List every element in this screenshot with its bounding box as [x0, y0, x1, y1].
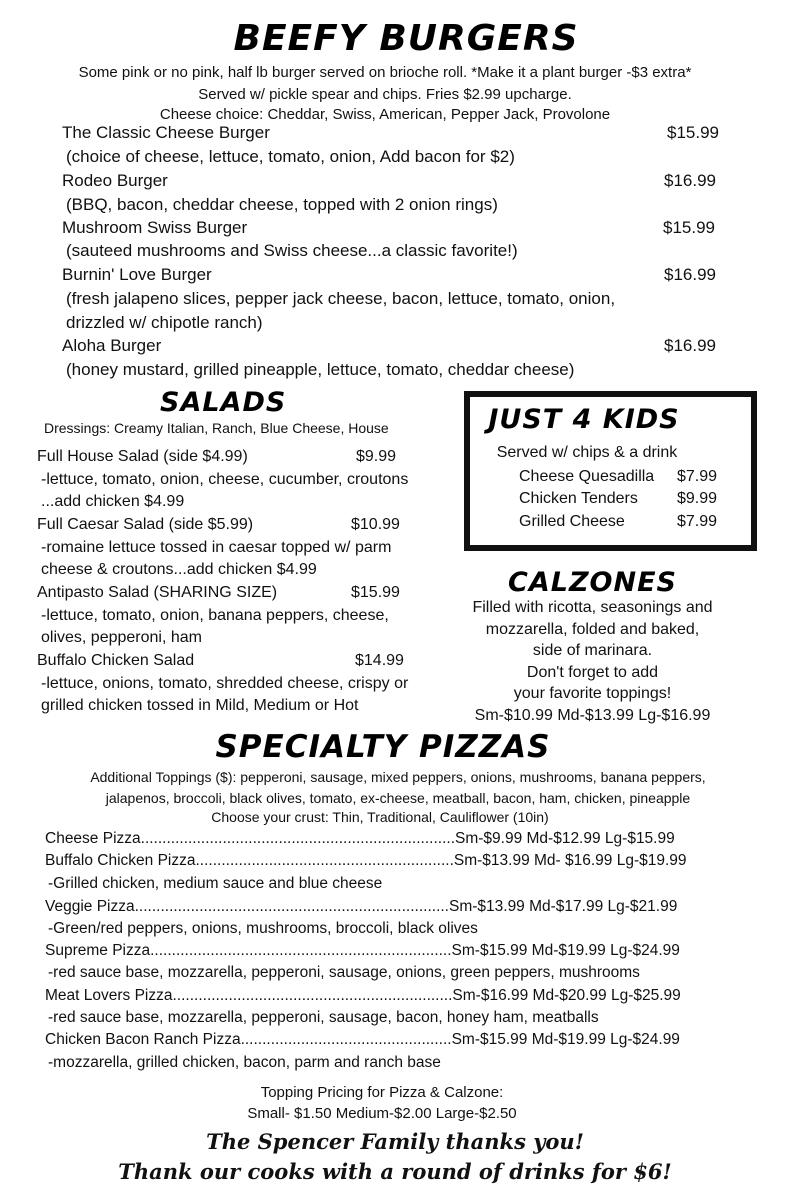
- salad-desc: -lettuce, tomato, onion, cheese, cucumber, croutons: [41, 471, 409, 488]
- pizza-line: Buffalo Chicken Pizza............................................................Sm-$13.99 Md- $16.99 Lg-$19.99: [45, 852, 687, 869]
- salad-price: $14.99: [355, 652, 404, 669]
- pizza-line: Veggie Pizza.........................................................................Sm-$13.99 Md-$17.99 Lg-$21.99: [45, 898, 678, 915]
- kids-item-name: Chicken Tenders: [519, 490, 638, 507]
- salad-price: $9.99: [356, 448, 397, 465]
- calzones-line: side of marinara.: [532, 642, 653, 659]
- burger-desc: (fresh jalapeno slices, pepper jack cheese, bacon, lettuce, tomato, onion,: [66, 289, 616, 308]
- pizzas-crust: Choose your crust: Thin, Traditional, Cauliflower (10in): [211, 809, 549, 825]
- burger-name: Mushroom Swiss Burger: [62, 218, 248, 237]
- burger-desc: (choice of cheese, lettuce, tomato, onion, Add bacon for $2): [66, 147, 515, 166]
- topping-pricing-title: Topping Pricing for Pizza & Calzone:: [260, 1084, 504, 1101]
- pizza-desc: -red sauce base, mozzarella, pepperoni, sausage, bacon, honey ham, meatballs: [48, 1009, 599, 1026]
- kids-title: JUST 4 KIDS: [488, 404, 680, 435]
- salad-name: Full House Salad (side $4.99): [37, 448, 248, 465]
- burger-name: The Classic Cheese Burger: [62, 123, 270, 142]
- pizzas-toppings: Additional Toppings ($): pepperoni, sausage, mixed peppers, onions, mushrooms, banana peppers,: [90, 769, 706, 785]
- burger-price: $15.99: [667, 123, 719, 142]
- salad-desc: olives, pepperoni, ham: [41, 629, 202, 646]
- footer-drinks: Thank our cooks with a round of drinks for $6!: [118, 1159, 672, 1184]
- burger-price: $15.99: [663, 218, 715, 237]
- burger-desc: (sauteed mushrooms and Swiss cheese...a classic favorite!): [66, 241, 518, 260]
- burgers-sides-note: Served w/ pickle spear and chips. Fries $2.99 upcharge.: [198, 86, 572, 103]
- kids-subtitle: Served w/ chips & a drink: [496, 444, 678, 461]
- calzones-line: Filled with ricotta, seasonings and: [472, 599, 713, 616]
- salad-desc: cheese & croutons...add chicken $4.99: [41, 561, 317, 578]
- burger-name: Aloha Burger: [62, 336, 162, 355]
- burger-desc: drizzled w/ chipotle ranch): [66, 313, 263, 332]
- calzones-line: your favorite toppings!: [513, 685, 672, 702]
- salad-desc: -lettuce, onions, tomato, shredded cheese, crispy or: [41, 675, 409, 692]
- pizza-line: Chicken Bacon Ranch Pizza.................................................Sm-$15.99 Md-$19.99 Lg-$24.99: [45, 1031, 680, 1048]
- calzones-line: mozzarella, folded and baked,: [485, 621, 700, 638]
- burger-desc: (BBQ, bacon, cheddar cheese, topped with 2 onion rings): [66, 195, 498, 214]
- pizza-desc: -mozzarella, grilled chicken, bacon, parm and ranch base: [48, 1054, 441, 1071]
- pizza-desc: -Grilled chicken, medium sauce and blue cheese: [48, 875, 383, 892]
- calzones-prices: Sm-$10.99 Md-$13.99 Lg-$16.99: [474, 707, 711, 724]
- salad-price: $10.99: [351, 516, 400, 533]
- salads-title: SALADS: [160, 387, 287, 418]
- salad-desc: grilled chicken tossed in Mild, Medium or Hot: [41, 697, 359, 714]
- burger-name: Rodeo Burger: [62, 171, 168, 190]
- pizza-line: Meat Lovers Pizza.................................................................Sm-$16.99 Md-$20.99 Lg-$25.99: [45, 987, 681, 1004]
- salad-desc: ...add chicken $4.99: [41, 493, 185, 510]
- kids-item-price: $9.99: [677, 490, 718, 507]
- topping-pricing-values: Small- $1.50 Medium-$2.00 Large-$2.50: [247, 1105, 517, 1122]
- calzones-line: Don't forget to add: [526, 664, 659, 681]
- pizza-desc: -Green/red peppers, onions, mushrooms, broccoli, black olives: [48, 920, 478, 937]
- pizzas-title: SPECIALTY PIZZAS: [215, 729, 551, 765]
- salad-desc: -lettuce, tomato, onion, banana peppers, cheese,: [41, 607, 389, 624]
- kids-item-name: Cheese Quesadilla: [519, 468, 655, 485]
- burgers-intro: Some pink or no pink, half lb burger served on brioche roll. *Make it a plant burger -$3 extra*: [78, 64, 692, 81]
- salad-dressings: Dressings: Creamy Italian, Ranch, Blue Cheese, House: [44, 420, 389, 436]
- burgers-cheese-choice: Cheese choice: Cheddar, Swiss, American, Pepper Jack, Provolone: [159, 106, 611, 123]
- burger-price: $16.99: [664, 171, 716, 190]
- kids-item-price: $7.99: [677, 468, 718, 485]
- pizzas-toppings: jalapenos, broccoli, black olives, tomato, ex-cheese, meatball, bacon, ham, chicken, pineapple: [105, 790, 691, 806]
- burger-price: $16.99: [664, 336, 716, 355]
- salad-name: Full Caesar Salad (side $5.99): [37, 516, 254, 533]
- salad-name: Buffalo Chicken Salad: [37, 652, 195, 669]
- salad-price: $15.99: [351, 584, 400, 601]
- salad-name: Antipasto Salad (SHARING SIZE): [37, 584, 278, 601]
- pizza-desc: -red sauce base, mozzarella, pepperoni, sausage, onions, green peppers, mushrooms: [48, 964, 640, 981]
- burgers-title: BEEFY BURGERS: [233, 18, 579, 59]
- burger-name: Burnin' Love Burger: [62, 265, 212, 284]
- burger-desc: (honey mustard, grilled pineapple, lettuce, tomato, cheddar cheese): [66, 360, 575, 379]
- footer-thanks: The Spencer Family thanks you!: [206, 1129, 584, 1154]
- salad-desc: -romaine lettuce tossed in caesar topped w/ parm: [41, 539, 392, 556]
- kids-item-price: $7.99: [677, 513, 718, 530]
- pizza-line: Supreme Pizza......................................................................Sm-$15.99 Md-$19.99 Lg-$24.99: [45, 942, 680, 959]
- pizza-line: Cheese Pizza.........................................................................Sm-$9.99 Md-$12.99 Lg-$15.99: [45, 830, 675, 847]
- calzones-title: CALZONES: [508, 567, 677, 598]
- burger-price: $16.99: [664, 265, 716, 284]
- kids-item-name: Grilled Cheese: [519, 513, 625, 530]
